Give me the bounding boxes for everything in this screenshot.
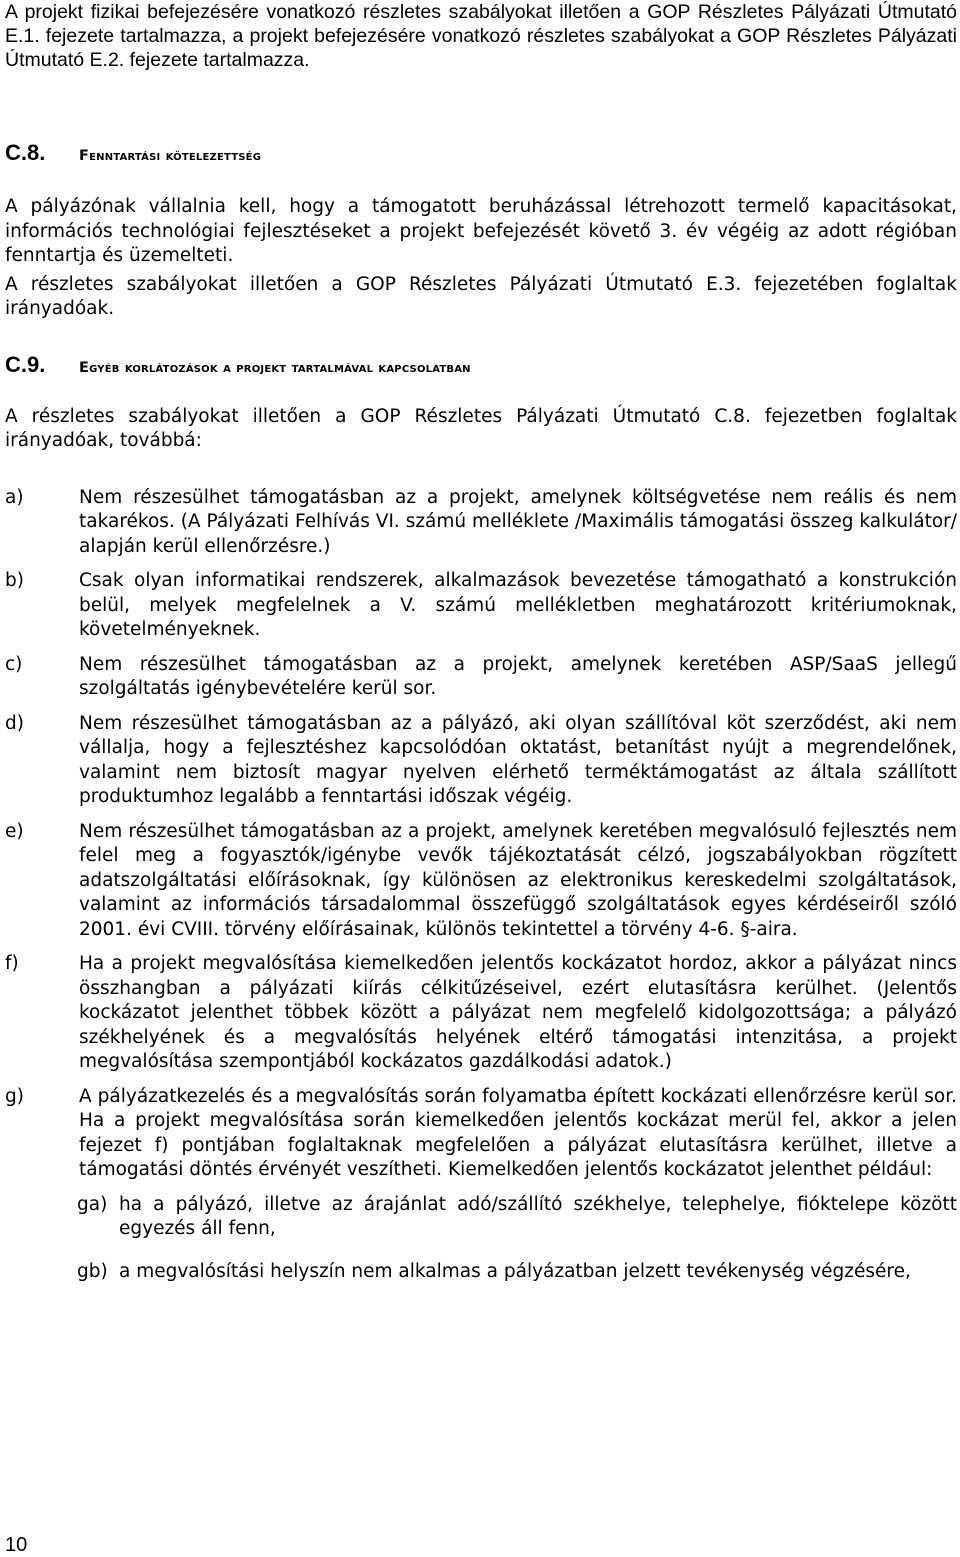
list-item-text: Ha a projekt megvalósítása kiemelkedően jelentős kockázatot hordoz, akkor a pályázat nincs összhangban a pályázati kiírás célkitűzéseivel, ezért elutasításra kerülhet. (Jelentős kockázatot jelenthet többek között a pályázat nem megfelelő kidolgozottsága; a pályázó székhelyének és a megvalósítás helyének eltérő támogatási intenzitása, a projekt megvalósítása szempontjából kockázatos gazdálkodási adatok.): [79, 953, 957, 1072]
list-item: [5, 1260, 957, 1285]
section-c9-paragraph: A részletes szabályokat illetően a GOP Részletes Pályázati Útmutató C.8. fejezetben foglaltak irányadóak, továbbá:: [5, 405, 957, 451]
section-c8-paragraph-2: A részletes szabályokat illetően a GOP Részletes Pályázati Útmutató E.3. fejezetében foglaltak irányadóak.: [5, 273, 957, 319]
list-item: [5, 486, 957, 560]
list-item-marker: b): [5, 570, 24, 591]
list-item-marker: d): [5, 712, 24, 734]
list-item-text: Csak olyan informatikai rendszerek, alkalmazások bevezetése támogatható a konstrukción belül, melyek megfelelnek a V. számú mellékletben meghatározott kritériumoknak, követelményeknek.: [79, 570, 957, 640]
section-c9-number: C.9.: [5, 351, 46, 377]
list-item-marker: c): [5, 653, 23, 675]
list-item-text: Nem részesülhet támogatásban az a projekt, amelynek keretében megvalósuló fejlesztés nem felel meg a fogyasztók/igénybe vevők tájékoztatását célzó, jogszabályokban rögzített adatszolgáltatási előírásoknak, így különösen az elektronikus kereskedelmi szolgáltatások, valamint az információs társadalommal összefüggő szolgáltatások egyes kérdéseiről szóló 2001. évi CVIII. törvény előírásainak, különös tekintettel a törvény 4-6. §-aira.: [79, 820, 957, 940]
list-item-text: Nem részesülhet támogatásban az a projekt, amelynek költségvetése nem reális és nem takarékos. (A Pályázati Felhívás VI. számú melléklete /Maximális támogatási összeg kalkulátor/ alapján kerül ellenőrzésre.): [79, 486, 957, 557]
list-item-marker: gb): [77, 1260, 108, 1282]
intro-paragraph: A projekt fizikai befejezésére vonatkozó részletes szabályokat illetően a GOP Részletes Pályázati Útmutató E.1. fejezete tartalmazza, a projekt befejezésére vonatkozó részletes szabályokat a GOP Részletes Pályázati Útmutató E.2. fejezete tartalmazza.: [5, 1, 957, 71]
list-item-text: Nem részesülhet támogatásban az a pályázó, aki olyan szállítóval köt szerződést, aki nem vállalja, hogy a fejlesztéshez kapcsolódóan oktatást, betanítást nyújt a megrendelőnek, valamint nem biztosít magyar nyelven elérhető terméktámogatást az általa szállított produktumhoz legalább a fenntartási időszak végéig.: [79, 712, 957, 807]
section-c8-number: C.8.: [5, 140, 46, 165]
list-item-marker: a): [5, 486, 24, 508]
list-item-marker: f): [5, 953, 19, 974]
list-item: [5, 820, 957, 943]
document-page: [5, 0, 957, 1284]
list-item-text: a megvalósítási helyszín nem alkalmas a pályázatban jelzett tevékenység végzésére,: [119, 1260, 911, 1282]
list-item-marker: ga): [77, 1193, 108, 1215]
section-c8-title: Fenntartási kötelezettség: [79, 148, 262, 164]
section-c8-paragraph-1: A pályázónak vállalnia kell, hogy a támogatott beruházással létrehozott termelő kapacitásokat, információs technológiai fejlesztéseket a projekt befejezését követő 3. év végéig az adott régióban fenntartja és üzemelteti.: [5, 196, 957, 266]
section-c9-title: Egyéb korlátozások a projekt tartalmával kapcsolatban: [79, 359, 471, 376]
list-item: [5, 1085, 957, 1183]
list-item: [5, 569, 957, 643]
section-c9-heading: [5, 352, 957, 378]
list-item: [5, 712, 957, 810]
list-item-marker: g): [5, 1085, 24, 1107]
page-number: 10: [5, 1534, 28, 1556]
restriction-list: [5, 486, 957, 1183]
list-item: [5, 653, 957, 702]
list-item-text: A pályázatkezelés és a megvalósítás során folyamatba épített kockázati ellenőrzésre kerül sor. Ha a projekt megvalósítása során kiemelkedően jelentős kockázat merül fel, akkor a jelen fejezet f) pontjában foglaltaknak megfelelően a pályázat elutasításra kerülhet, illetve a támogatási döntés érvényét veszítheti. Kiemelkedően jelentős kockázatot jelenthet például:: [79, 1085, 957, 1180]
list-item: [5, 952, 957, 1075]
section-c8-heading: [5, 140, 957, 166]
list-item-text: Nem részesülhet támogatásban az a projekt, amelynek keretében ASP/SaaS jellegű szolgáltatás igénybevételére kerül sor.: [79, 653, 957, 699]
list-item-marker: e): [5, 820, 24, 842]
example-risk-list: [5, 1193, 957, 1285]
list-item-text: ha a pályázó, illetve az árajánlat adó/szállító székhelye, telephelye, fióktelepe között egyezés áll fenn,: [119, 1193, 957, 1239]
list-item: [5, 1193, 957, 1242]
